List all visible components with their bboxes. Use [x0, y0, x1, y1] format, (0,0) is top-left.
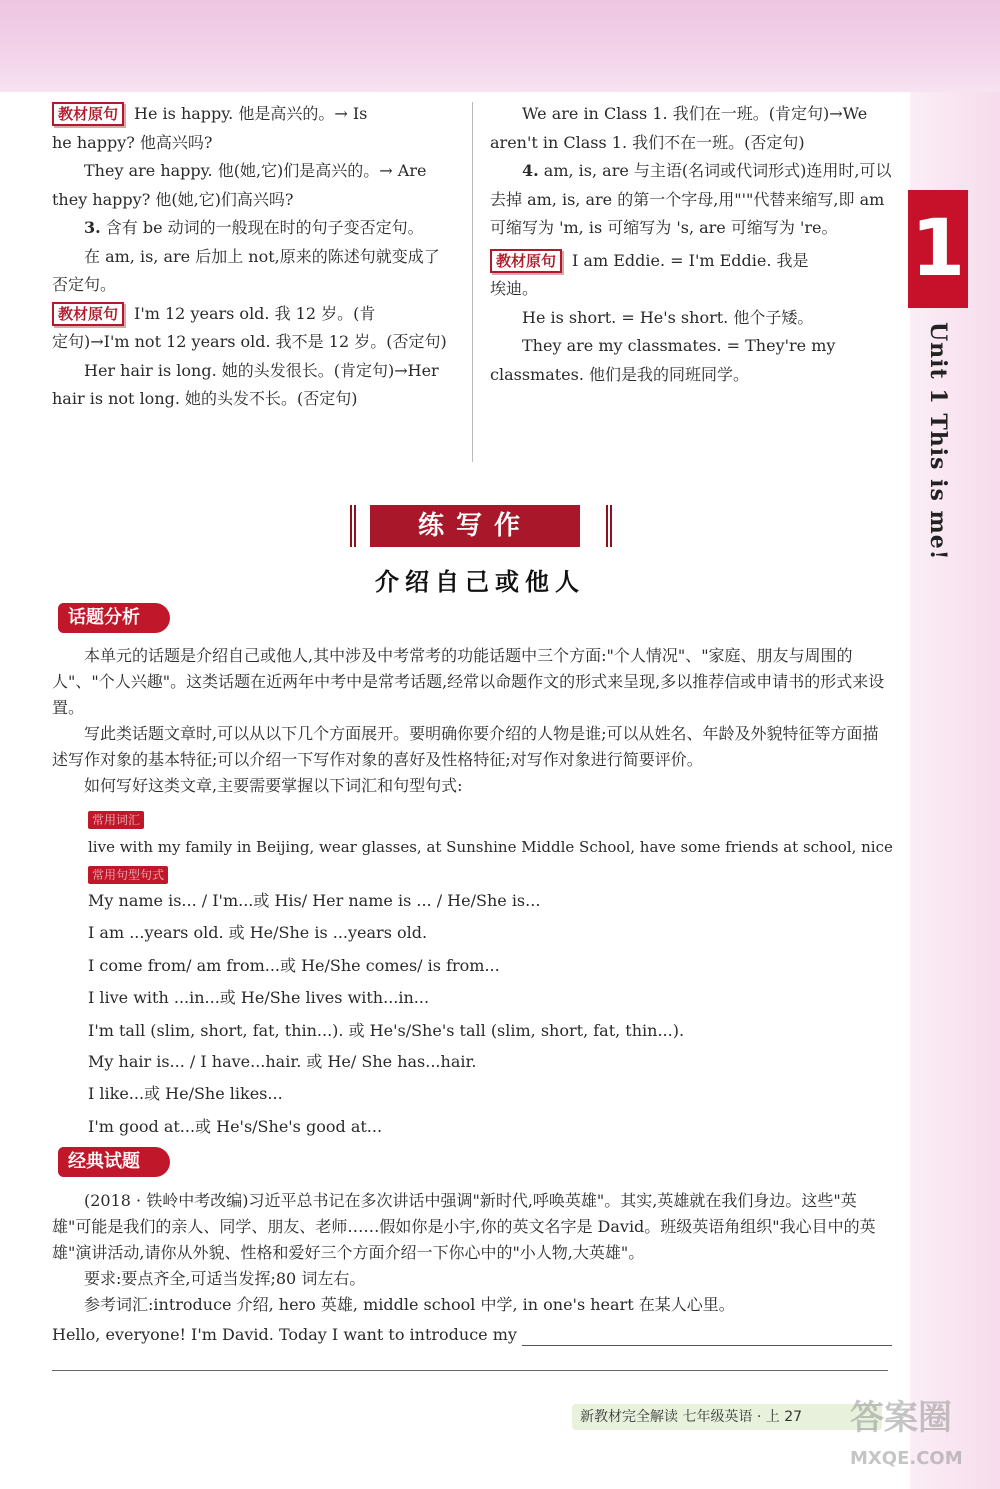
two-column-section [52, 100, 898, 470]
rule-4: 4. am, is, are 与主语(名词或代词形式)连用时,可以去掉 am, is, are 的第一个字母,用"'"代替来缩写,即 am 可缩写为 'm, is 可缩写为 's, are 可缩写为 're。 [490, 161, 892, 237]
left-example-2: 教材原句 I'm 12 years old. 我 12 岁。(肯 [52, 300, 454, 329]
top-pink-band [0, 0, 1000, 92]
left-text: 定句)→I'm not 12 years old. 我不是 12 岁。(否定句) [52, 332, 447, 351]
classic-question-tag: 经典试题 [58, 1147, 170, 1177]
vocab-list: live with my family in Beijing, wear glasses, at Sunshine Middle School, have some friends at school, nice [88, 838, 893, 856]
right-text: He is short. = He's short. 他个子矮。 [522, 307, 814, 327]
vocab-label: 常用词汇 [88, 811, 144, 829]
question-vocab: 参考词汇:introduce 介绍, hero 英雄, middle school 中学, in one's heart 在某人心里。 [84, 1295, 735, 1314]
unit-title-vertical: Unit 1 This is me! [925, 322, 951, 561]
banner-title: 练写作 [370, 505, 580, 547]
textbook-sentence-tag: 教材原句 [52, 302, 124, 326]
sentence-label-row [88, 863, 168, 885]
writing-banner [350, 505, 612, 547]
left-text: 在 am, is, are 后加上 not,原来的陈述句就变成了否定句。 [52, 246, 440, 294]
answer-line[interactable] [52, 1370, 888, 1371]
sentence-pattern: I'm good at...或 He's/She's good at... [88, 1117, 383, 1136]
left-example-1: 教材原句 He is happy. 他是高兴的。→ Is [52, 100, 454, 129]
sentence-pattern: I live with ...in...或 He/She lives with...in... [88, 988, 430, 1007]
sentence-pattern: I am ...years old. 或 He/She is ...years old. [88, 923, 428, 942]
left-text: Her hair is long. 她的头发很长。(肯定句)→Her hair is not long. 她的头发不长。(否定句) [52, 360, 439, 408]
analysis-paragraph: 本单元的话题是介绍自己或他人,其中涉及中考常考的功能话题中三个方面:"个人情况"、"家庭、朋友与周围的人"、"个人兴趣"。这类话题在近两年中考中是常考话题,经常以命题作文的形式来呈现,多以推荐信或申请书的形式来设置。 [52, 646, 885, 717]
answer-blank[interactable] [522, 1327, 892, 1346]
sentence-pattern: My name is... / I'm...或 His/ Her name is ... / He/She is... [88, 891, 541, 910]
sentence-pattern-label: 常用句型句式 [88, 866, 168, 884]
question-paragraph: (2018 · 铁岭中考改编)习近平总书记在多次讲话中强调"新时代,呼唤英雄"。其实,英雄就在我们身边。这些"英雄"可能是我们的亲人、同学、朋友、老师……假如你是小宇,你的英文名字是 David。班级英语角组织"我心目中的英雄"演讲活动,请你从外貌、性格和爱好三个方面介绍一下你心中的"小人物,大英雄"。 [52, 1191, 876, 1262]
analysis-paragraph: 如何写好这类文章,主要需要掌握以下词汇和句型句式: [84, 776, 463, 795]
sentence-pattern: I like...或 He/She likes... [88, 1084, 283, 1103]
left-text: they happy? 他(她,它)们高兴吗? [52, 189, 294, 209]
sentence-pattern: My hair is... / I have...hair. 或 He/ She has...hair. [88, 1052, 477, 1071]
sentence-pattern: I'm tall (slim, short, fat, thin...). 或 He's/She's tall (slim, short, fat, thin...). [88, 1021, 685, 1040]
topic-analysis-tag: 话题分析 [58, 603, 170, 633]
left-text: They are happy. 他(她,它)们是高兴的。→ Are [84, 161, 427, 180]
topic-analysis-body [52, 643, 890, 799]
textbook-sentence-tag: 教材原句 [52, 102, 124, 126]
right-text: 埃迪。 [490, 279, 539, 298]
column-divider [472, 102, 473, 462]
site-watermark: 答案圈 MXQE.COM [850, 1398, 963, 1469]
analysis-paragraph: 写此类话题文章时,可以从以下几个方面展开。要明确你要介绍的人物是谁;可以从姓名、年龄及外貌特征等方面描述写作对象的基本特征;可以介绍一下写作对象的喜好及性格特征;对写作对象进行简要评价。 [52, 724, 879, 769]
writing-start-line: Hello, everyone! I'm David. Today I want to introduce my [52, 1324, 892, 1346]
left-text: he happy? 他高兴吗? [52, 132, 213, 152]
classic-question-body [52, 1188, 890, 1318]
left-column [52, 100, 454, 414]
vocab-label-row [88, 808, 144, 830]
unit-number-tab: 1 [908, 190, 968, 308]
right-example: 教材原句 I am Eddie. = I'm Eddie. 我是 [490, 247, 898, 276]
question-requirements: 要求:要点齐全,可适当发挥;80 词左右。 [84, 1269, 366, 1288]
right-text: They are my classmates. = They're my classmates. 他们是我的同班同学。 [490, 336, 836, 384]
textbook-sentence-tag: 教材原句 [490, 249, 562, 273]
section-subtitle: 介绍自己或他人 [375, 568, 585, 596]
sentence-pattern: I come from/ am from...或 He/She comes/ is from... [88, 956, 500, 975]
rule-3: 3. 含有 be 动词的一般现在时的句子变否定句。 [84, 218, 424, 237]
right-column [490, 100, 898, 389]
right-text: We are in Class 1. 我们在一班。(肯定句)→We aren't in Class 1. 我们不在一班。(否定句) [490, 104, 868, 152]
page-footer: 新教材完全解读 七年级英语 · 上 27 [572, 1404, 882, 1430]
